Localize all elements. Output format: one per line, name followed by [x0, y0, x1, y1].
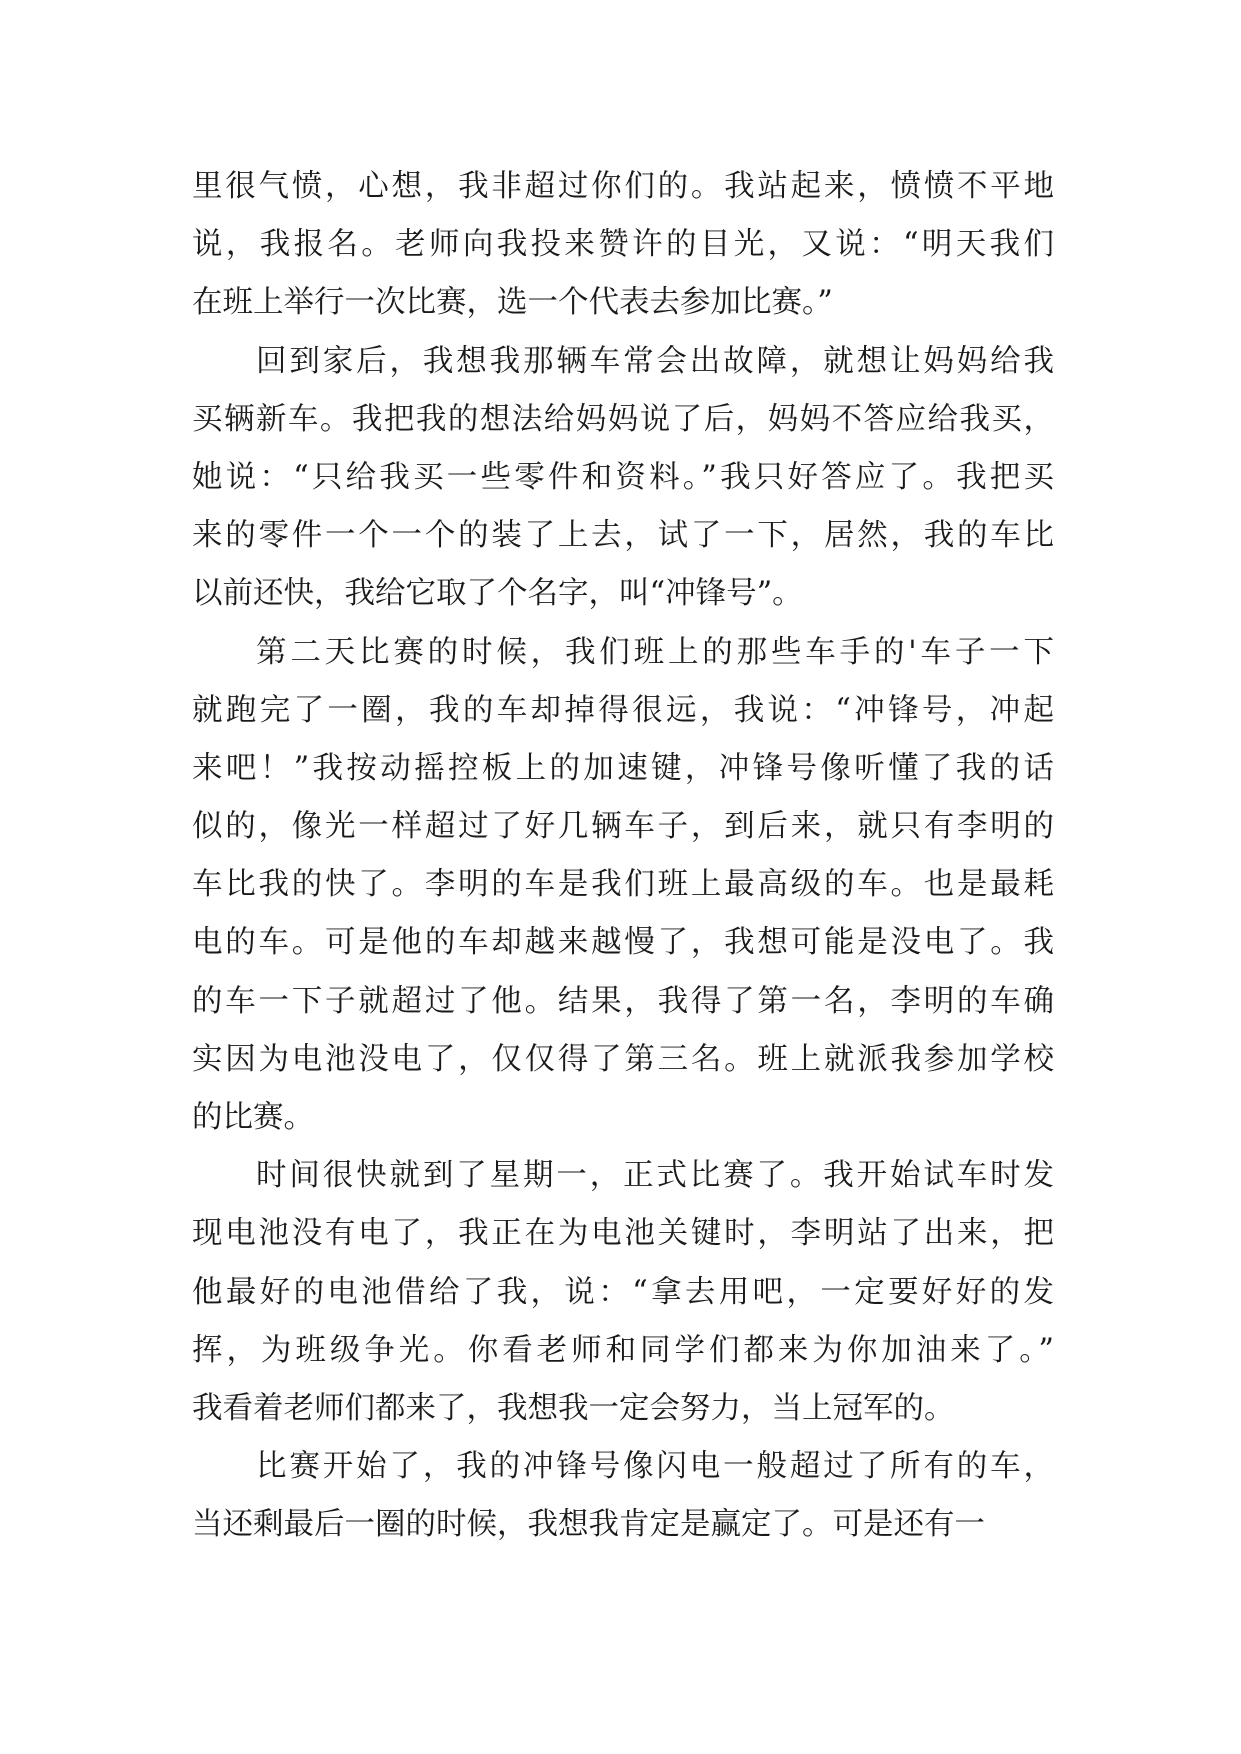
text-line: 来吧！”我按动摇控板上的加速键，冲锋号像听懂了我的话: [192, 750, 1054, 786]
text-line: 他最好的电池借给了我，说：“拿去用吧，一定要好好的发: [192, 1274, 1054, 1310]
text-line: 似的，像光一样超过了好几辆车子，到后来，就只有李明的: [192, 809, 1054, 845]
text-line: 的车一下子就超过了他。结果，我得了第一名，李明的车确: [192, 983, 1054, 1019]
text-line: 在班上举行一次比赛，选一个代表去参加比赛。”: [192, 285, 833, 321]
body-text: [192, 158, 1054, 1555]
text-line: 回到家后，我想我那辆车常会出故障，就想让妈妈给我: [256, 343, 1054, 379]
text-line: 挥，为班级争光。你看老师和同学们都来为你加油来了。”: [192, 1332, 1054, 1368]
text-line: 当还剩最后一圈的时候，我想我肯定是赢定了。可是还有一: [192, 1507, 985, 1543]
text-line: 就跑完了一圈，我的车却掉得很远，我说：“冲锋号，冲起: [192, 692, 1054, 728]
text-line: 以前还快，我给它取了个名字，叫“冲锋号”。: [192, 576, 803, 612]
text-line: 说，我报名。老师向我投来赞许的目光，又说：“明天我们: [192, 227, 1054, 263]
text-line: 她说：“只给我买一些零件和资料。”我只好答应了。我把买: [192, 459, 1054, 495]
text-line: 电的车。可是他的车却越来越慢了，我想可能是没电了。我: [192, 925, 1054, 961]
text-line: 里很气愤，心想，我非超过你们的。我站起来，愤愤不平地: [192, 169, 1054, 204]
text-line: 实因为电池没电了，仅仅得了第三名。班上就派我参加学校: [192, 1041, 1054, 1077]
text-line: 买辆新车。我把我的想法给妈妈说了后，妈妈不答应给我买，: [192, 401, 1054, 437]
text-line: 比赛开始了，我的冲锋号像闪电一般超过了所有的车，: [256, 1449, 1054, 1485]
text-line: 我看着老师们都来了，我想我一定会努力，当上冠军的。: [192, 1390, 955, 1426]
text-line: 现电池没有电了，我正在为电池关键时，李明站了出来，把: [192, 1216, 1054, 1252]
text-line: 的比赛。: [192, 1100, 314, 1135]
text-line: 来的零件一个一个的装了上去，试了一下，居然，我的车比: [192, 518, 1054, 554]
text-line: 时间很快就到了星期一，正式比赛了。我开始试车时发: [256, 1158, 1054, 1194]
text-line: 车比我的快了。李明的车是我们班上最高级的车。也是最耗: [192, 867, 1054, 903]
text-line: 第二天比赛的时候，我们班上的那些车手的'车子一下: [256, 634, 1054, 670]
